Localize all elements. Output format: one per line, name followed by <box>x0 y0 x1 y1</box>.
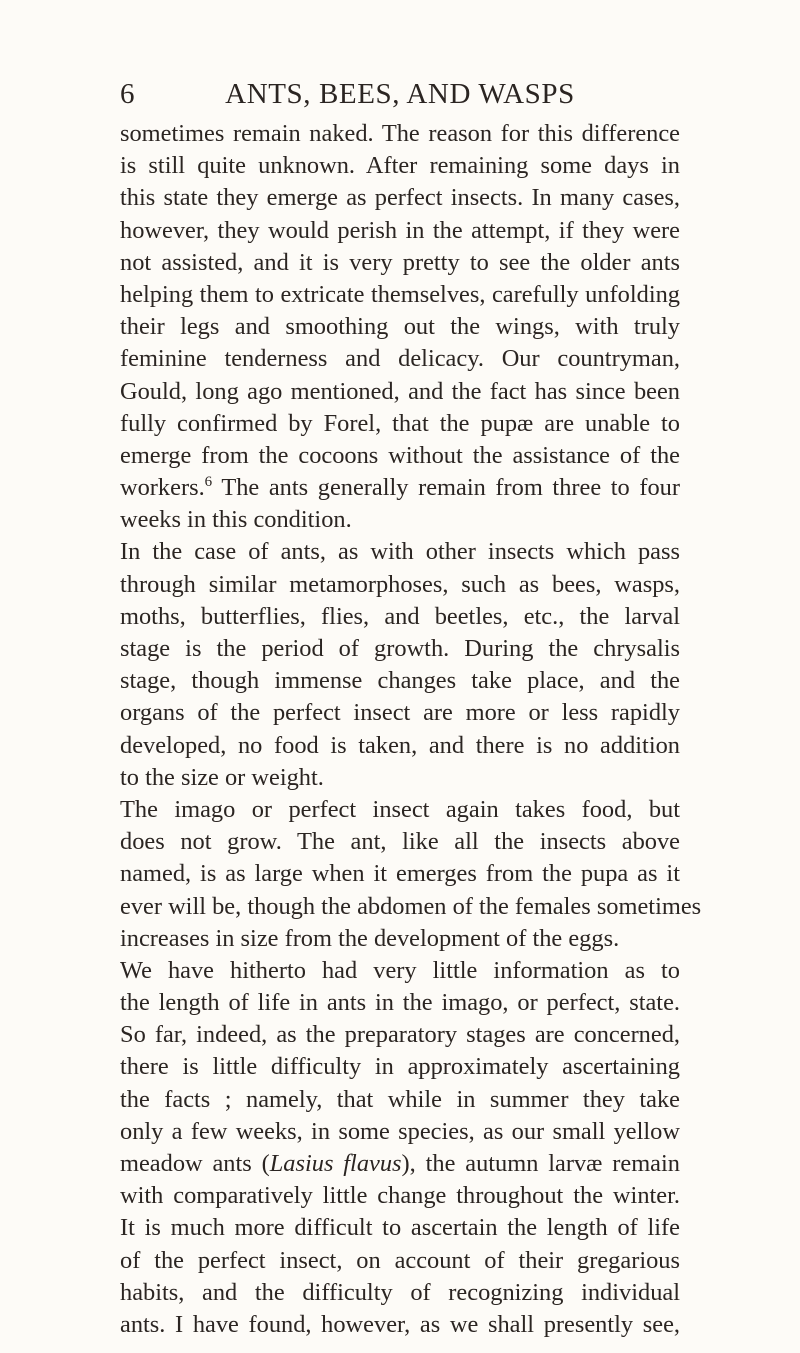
text-line: with comparatively little change throughout the winter. <box>120 1182 680 1210</box>
text-line: sometimes remain naked. The reason for this difference <box>120 120 680 147</box>
footnote-marker[interactable]: 6 <box>204 474 213 491</box>
text-line: It is much more difficult to ascertain the length of life <box>120 1214 680 1242</box>
text-line: named, is as large when it emerges from the pupa as it <box>120 860 680 888</box>
running-head <box>120 78 680 118</box>
text-line: habits, and the difficulty of recognizing individual <box>120 1278 680 1306</box>
text-fragment: ), the autumn larvæ remain <box>401 1150 680 1177</box>
text-line: We have hitherto had very little information as to <box>120 956 680 984</box>
text-line: the length of life in ants in the imago, or perfect, state. <box>120 989 680 1017</box>
text-line: their legs and smoothing out the wings, with truly <box>120 313 680 341</box>
text-fragment: The ants generally remain from three to four <box>212 474 680 502</box>
body-text <box>120 118 702 1341</box>
text-line: however, they would perish in the attempt, if they were <box>120 216 680 244</box>
text-line: stage is the period of growth. During the chrysalis <box>120 635 680 662</box>
species-name: Lasius flavus <box>269 1150 402 1177</box>
text-line: to the size or weight. <box>120 763 324 791</box>
text-line: increases in size from the development of the eggs. <box>120 924 620 952</box>
text-line: helping them to extricate themselves, carefully unfolding <box>120 280 680 308</box>
text-line: feminine tenderness and delicacy. Our countryman, <box>120 345 680 373</box>
text-line: ants. I have found, however, as we shall presently see, <box>120 1310 680 1338</box>
text-line: Gould, long ago mentioned, and the fact has since been <box>120 377 680 405</box>
text-line: In the case of ants, as with other insects which pass <box>120 538 680 566</box>
text-line: is still quite unknown. After remaining some days in <box>120 152 680 180</box>
text-line <box>120 1148 680 1180</box>
text-line <box>120 472 680 504</box>
text-line: through similar metamorphoses, such as bees, wasps, <box>120 570 680 598</box>
text-line: this state they emerge as perfect insects. In many cases, <box>120 184 680 212</box>
text-line: organs of the perfect insect are more or less rapidly <box>120 699 680 727</box>
text-line: developed, no food is taken, and there is no addition <box>120 731 680 759</box>
text-line: does not grow. The ant, like all the insects above <box>120 828 680 856</box>
running-title: ANTS, BEES, AND WASPS <box>225 78 575 110</box>
page-number: 6 <box>120 78 136 110</box>
text-line: not assisted, and it is very pretty to see the older ants <box>120 248 680 276</box>
text-line: only a few weeks, in some species, as our small yellow <box>120 1117 680 1145</box>
text-line: ever will be, though the abdomen of the females sometimes <box>120 892 702 920</box>
text-line: So far, indeed, as the preparatory stages are concerned, <box>120 1021 680 1049</box>
text-line: of the perfect insect, on account of their gregarious <box>120 1246 680 1274</box>
text-line: weeks in this condition. <box>120 506 352 534</box>
text-fragment: workers. <box>120 474 205 502</box>
text-line: the facts ; namely, that while in summer they take <box>120 1085 680 1113</box>
text-fragment: meadow ants ( <box>120 1150 270 1177</box>
text-line: there is little difficulty in approximately ascertaining <box>120 1053 680 1081</box>
text-line: The imago or perfect insect again takes food, but <box>120 795 680 823</box>
text-line: emerge from the cocoons without the assistance of the <box>120 441 680 469</box>
text-line: fully confirmed by Forel, that the pupæ are unable to <box>120 409 680 437</box>
text-line: stage, though immense changes take place, and the <box>120 667 680 695</box>
text-line: moths, butterflies, flies, and beetles, etc., the larval <box>120 602 680 630</box>
